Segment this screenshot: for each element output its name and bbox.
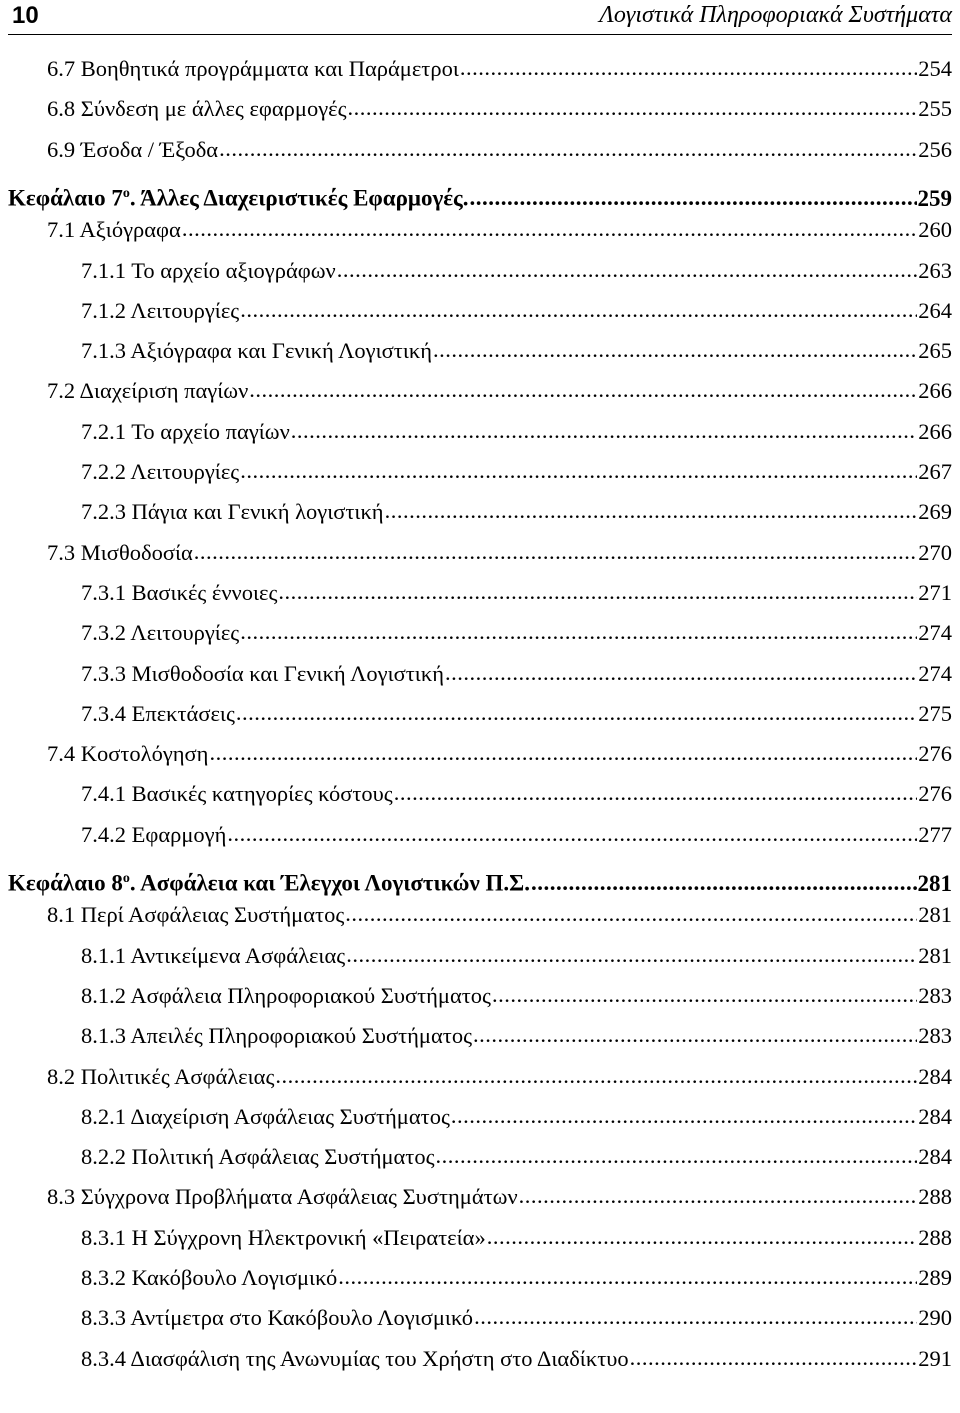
toc-entry[interactable] xyxy=(47,54,952,84)
toc-entry[interactable] xyxy=(47,538,952,568)
toc-entry-title: 7.3.3 Μισθοδοσία και Γενική Λογιστική xyxy=(81,660,444,686)
toc-entry-label xyxy=(47,1062,274,1092)
toc-entry[interactable] xyxy=(8,864,952,894)
dot-leader xyxy=(519,1181,918,1211)
toc-page-number: 256 xyxy=(918,136,952,162)
toc-entry-title: Κεφάλαιο 8 xyxy=(8,870,123,896)
dot-leader xyxy=(236,698,917,728)
toc-entry-title: 7.3 Μισθοδοσία xyxy=(47,539,193,565)
toc-entry-title: 7.4.2 Εφαρμογή xyxy=(81,821,227,847)
toc-entry[interactable] xyxy=(81,296,952,326)
toc-entry[interactable] xyxy=(47,215,952,245)
dot-leader xyxy=(451,1101,917,1131)
dot-leader xyxy=(473,1020,917,1050)
toc-entry-label xyxy=(47,538,193,568)
toc-entry[interactable] xyxy=(8,179,952,209)
toc-page-number: 269 xyxy=(918,499,952,525)
toc-entry-label xyxy=(81,981,491,1011)
dot-leader xyxy=(492,980,917,1010)
toc-page-number: 260 xyxy=(918,217,952,243)
toc-page-number: 264 xyxy=(918,297,952,323)
toc-entry-title: 6.7 Βοηθητικά προγράμματα και Παράμετροι xyxy=(47,56,459,81)
toc-entry[interactable] xyxy=(81,618,952,648)
toc-entry[interactable] xyxy=(81,1102,952,1132)
toc-entry-title-rest: . Ασφάλεια και Έλεγχοι Λογιστικών Π.Σ. xyxy=(129,870,530,896)
toc-entry[interactable] xyxy=(81,1142,952,1172)
toc-entry-label xyxy=(47,376,248,406)
toc-entry-label xyxy=(47,900,344,930)
toc-entry-label xyxy=(81,941,345,971)
toc-page-number: 290 xyxy=(918,1305,952,1331)
toc-entry-title: 7.3.4 Επεκτάσεις xyxy=(81,700,235,726)
toc-entry-title: 8.3.2 Κακόβουλο Λογισμικό xyxy=(81,1265,338,1290)
dot-leader xyxy=(240,456,917,486)
toc-entry-title: 7.1 Αξιόγραφα xyxy=(47,217,181,243)
toc-entry[interactable] xyxy=(47,1062,952,1092)
toc-entry[interactable] xyxy=(47,739,952,769)
toc-entry-title: 8.1.3 Απειλές Πληροφοριακού Συστήματος xyxy=(81,1023,472,1049)
toc-entry-label xyxy=(81,1344,629,1374)
toc-entry-title: 8.2.1 Διαχείριση Ασφάλειας Συστήματος xyxy=(81,1103,450,1129)
toc-page-number: 267 xyxy=(918,459,952,484)
toc-entry[interactable] xyxy=(81,941,952,971)
toc-entry[interactable] xyxy=(47,1182,952,1212)
toc-entry-label xyxy=(81,1021,472,1051)
toc-entry[interactable] xyxy=(81,699,952,729)
page-number: 10 xyxy=(12,2,39,29)
dot-leader xyxy=(346,940,917,970)
toc-page-number: 276 xyxy=(918,741,952,767)
dot-leader xyxy=(348,93,918,123)
toc-entry-title: 7.2.3 Πάγια και Γενική λογιστική xyxy=(81,499,384,525)
dot-leader xyxy=(209,738,917,768)
dot-leader xyxy=(194,537,917,567)
toc-entry-title: 7.4 Κοστολόγηση xyxy=(47,741,209,767)
toc-entry-label xyxy=(47,1182,518,1212)
toc-entry-label xyxy=(81,457,239,487)
toc-entry-label xyxy=(81,1102,450,1132)
dot-leader xyxy=(338,1262,917,1292)
toc-page-number: 284 xyxy=(918,1144,952,1170)
toc-page-number: 274 xyxy=(918,620,952,646)
toc-page-number: 275 xyxy=(918,700,952,726)
toc-entry[interactable] xyxy=(81,256,952,286)
toc-entry[interactable] xyxy=(81,779,952,809)
toc-page-number: 283 xyxy=(918,1023,952,1049)
toc-entry-title: 7.2.1 Το αρχείο παγίων xyxy=(81,418,290,444)
dot-leader xyxy=(227,819,917,849)
toc-entry[interactable] xyxy=(81,659,952,689)
toc-page-number: 254 xyxy=(918,56,952,81)
toc-entry[interactable] xyxy=(81,578,952,608)
dot-leader xyxy=(630,1343,918,1373)
dot-leader xyxy=(460,53,917,83)
dot-leader xyxy=(345,899,917,929)
toc-entry[interactable] xyxy=(47,900,952,930)
toc-entry[interactable] xyxy=(81,820,952,850)
toc-page-number: 283 xyxy=(918,982,952,1008)
toc-entry-title: 8.1.2 Ασφάλεια Πληροφοριακού Συστήματος xyxy=(81,982,491,1008)
toc-entry-title: 7.3.1 Βασικές έννοιες xyxy=(81,579,278,605)
toc-page-number: 284 xyxy=(918,1103,952,1129)
dot-leader xyxy=(240,617,917,647)
toc-entry-label xyxy=(81,256,336,286)
toc-entry-title: 7.2.2 Λειτουργίες xyxy=(81,459,240,484)
dot-leader xyxy=(240,295,917,325)
toc-page-number: 288 xyxy=(918,1184,952,1210)
dot-leader xyxy=(470,183,917,213)
toc-entry[interactable] xyxy=(81,1303,952,1333)
toc-entry-title: 8.3.1 Η Σύγχρονη Ηλεκτρονική «Πειρατεία» xyxy=(81,1224,486,1250)
dot-leader xyxy=(249,375,917,405)
toc-page-number: 291 xyxy=(918,1345,952,1371)
toc-entry-title: 7.1.3 Αξιόγραφα και Γενική Λογιστική xyxy=(81,338,432,364)
toc-page-number: 266 xyxy=(918,378,952,404)
toc-entry-title-rest: . Άλλες Διαχειριστικές Εφαρμογές. xyxy=(129,185,469,211)
toc-entry-title: 8.2 Πολιτικές Ασφάλειας xyxy=(47,1063,275,1089)
toc-entry-label xyxy=(81,779,393,809)
toc-page-number: 266 xyxy=(918,418,952,444)
toc-entry-title: 8.3.4 Διασφάλιση της Ανωνυμίας του Χρήστη στο Διαδίκτυο xyxy=(81,1345,629,1371)
toc-entry[interactable] xyxy=(81,981,952,1011)
toc-page-number: 288 xyxy=(918,1224,952,1250)
toc-entry-title: 8.3.3 Αντίμετρα στο Κακόβουλο Λογισμικό xyxy=(81,1305,474,1331)
page-header xyxy=(8,0,952,40)
dot-leader xyxy=(291,416,917,446)
toc-entry[interactable] xyxy=(81,1223,952,1253)
dot-leader xyxy=(278,577,917,607)
dot-leader xyxy=(445,658,917,688)
toc-entry[interactable] xyxy=(81,1344,952,1374)
toc-page-number: 284 xyxy=(918,1063,952,1089)
toc-entry-label xyxy=(81,578,277,608)
toc-entry-label xyxy=(81,618,239,648)
toc-page-number: 259 xyxy=(917,185,952,211)
dot-leader xyxy=(182,214,917,244)
toc-page-number: 255 xyxy=(918,96,952,122)
dot-leader xyxy=(433,335,917,365)
toc-entry-title: 8.1.1 Αντικείμενα Ασφάλειας xyxy=(81,942,346,968)
toc-entry-title: 8.3 Σύγχρονα Προβλήματα Ασφάλειας Συστημάτων xyxy=(47,1184,518,1210)
toc-page-number: 270 xyxy=(918,539,952,565)
toc-entry-label xyxy=(47,94,347,124)
toc-entry-label xyxy=(81,1263,337,1293)
toc-entry-title: 7.4.1 Βασικές κατηγορίες κόστους xyxy=(81,781,393,807)
toc-entry[interactable] xyxy=(81,497,952,527)
toc-entry-title: Κεφάλαιο 7 xyxy=(8,185,123,211)
toc-entry-title: 6.9 Έσοδα / Έξοδα xyxy=(47,136,219,162)
toc-entry-label xyxy=(8,179,469,214)
toc-entry[interactable] xyxy=(81,457,952,487)
toc-page-number: 276 xyxy=(918,781,952,807)
toc-page-number: 277 xyxy=(918,821,952,847)
toc-entry-label xyxy=(81,1142,435,1172)
toc-entry-label xyxy=(81,296,239,326)
toc-entry-label xyxy=(47,215,181,245)
toc-entry-label xyxy=(8,864,530,899)
dot-leader xyxy=(219,134,917,164)
header-rule xyxy=(8,34,952,35)
toc-entry-label xyxy=(81,699,235,729)
toc-page-number: 263 xyxy=(918,257,952,283)
toc-entry-label xyxy=(81,417,290,447)
toc-entry[interactable] xyxy=(81,336,952,366)
dot-leader xyxy=(275,1061,917,1091)
toc-entry[interactable] xyxy=(81,1021,952,1051)
toc-entry[interactable] xyxy=(81,1263,952,1293)
toc-page-number: 281 xyxy=(918,942,952,968)
toc-page-number: 281 xyxy=(917,870,952,896)
running-title: Λογιστικά Πληροφοριακά Συστήματα xyxy=(599,2,952,28)
toc-page-number: 289 xyxy=(918,1265,952,1290)
toc-entry[interactable] xyxy=(47,376,952,406)
toc-entry[interactable] xyxy=(47,94,952,124)
dot-leader xyxy=(394,778,918,808)
toc-page-number: 274 xyxy=(918,660,952,686)
ordinal-superscript: ο xyxy=(122,871,130,886)
toc-page-number: 265 xyxy=(918,338,952,364)
dot-leader xyxy=(487,1222,918,1252)
toc-entry-title: 6.8 Σύνδεση με άλλες εφαρμογές xyxy=(47,96,347,122)
toc-entry-label xyxy=(47,135,218,165)
toc-entry-label xyxy=(81,820,226,850)
dot-leader xyxy=(385,496,918,526)
toc-entry-title: 7.1.2 Λειτουργίες xyxy=(81,297,240,323)
toc-entry[interactable] xyxy=(47,135,952,165)
toc-entry-label xyxy=(47,54,459,84)
toc-page-number: 281 xyxy=(918,902,952,928)
toc-entry-label xyxy=(81,336,432,366)
toc-entry-title: 7.3.2 Λειτουργίες xyxy=(81,620,240,646)
toc-entry-label xyxy=(81,1303,473,1333)
dot-leader xyxy=(436,1141,918,1171)
toc-entry-label xyxy=(81,659,444,689)
toc-entry-title: 7.1.1 Το αρχείο αξιογράφων xyxy=(81,257,336,283)
ordinal-superscript: ο xyxy=(122,185,130,201)
toc-entry-title: 8.1 Περί Ασφάλειας Συστήματος xyxy=(47,902,345,928)
dot-leader xyxy=(474,1302,917,1332)
toc-entry[interactable] xyxy=(81,417,952,447)
toc-page-number: 271 xyxy=(918,579,952,605)
toc-entry-label xyxy=(81,1223,486,1253)
toc-entry-label xyxy=(47,739,208,769)
toc-entry-label xyxy=(81,497,384,527)
toc-entry-title: 8.2.2 Πολιτική Ασφάλειας Συστήματος xyxy=(81,1144,435,1170)
toc-entry-title: 7.2 Διαχείριση παγίων xyxy=(47,378,249,404)
dot-leader xyxy=(337,255,918,285)
dot-leader xyxy=(531,868,917,898)
